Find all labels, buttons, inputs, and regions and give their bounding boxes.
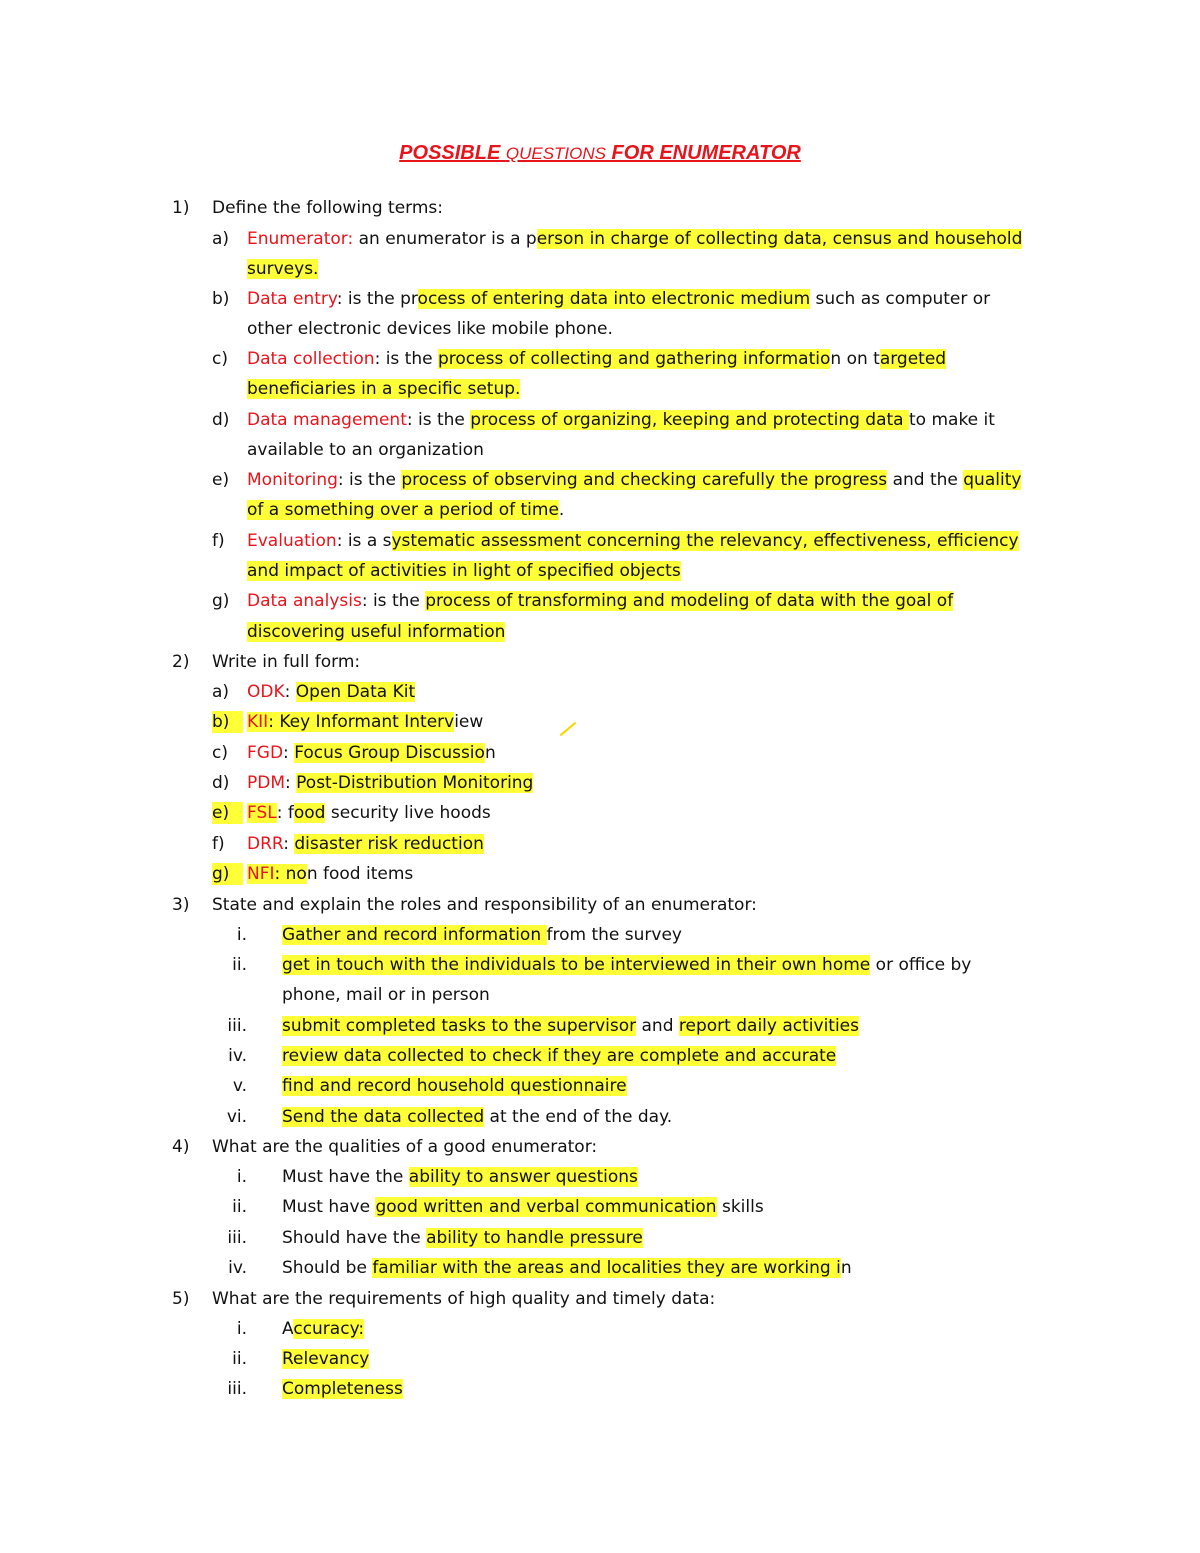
item-label: iv.	[228, 1258, 247, 1278]
answer-line: Should be familiar with the areas and localities they are working in	[282, 1258, 852, 1278]
item-label: iii.	[227, 1379, 247, 1399]
abbreviation-line: ODK: Open Data Kit	[247, 682, 416, 702]
question-text: Write in full form:	[212, 652, 361, 672]
definition-line: other electronic devices like mobile phone.	[247, 319, 613, 339]
abbreviation-line: NFI: non food items	[247, 864, 414, 884]
item-label: ii.	[232, 1197, 247, 1217]
abbreviation-line: FGD: Focus Group Discussion	[247, 743, 496, 763]
answer-line: Send the data collected at the end of the day.	[282, 1107, 673, 1127]
document-title: POSSIBLE QUESTIONS FOR ENUMERATOR	[399, 142, 801, 164]
question-number: 3)	[172, 895, 190, 915]
question-number: 2)	[172, 652, 190, 672]
answer-line: Must have good written and verbal communication skills	[282, 1197, 764, 1217]
item-label: f)	[212, 834, 225, 854]
item-label: e)	[212, 470, 230, 490]
answer-line: phone, mail or in person	[282, 985, 490, 1005]
item-label: i.	[236, 1167, 247, 1187]
item-label: iv.	[228, 1046, 247, 1066]
question-number: 4)	[172, 1137, 190, 1157]
definition-line: Enumerator: an enumerator is a person in charge of collecting data, census and household	[247, 229, 1023, 249]
item-label: g)	[212, 591, 230, 611]
question-text: State and explain the roles and responsibility of an enumerator:	[212, 895, 757, 915]
question-number: 1)	[172, 198, 190, 218]
definition-line: beneficiaries in a specific setup.	[247, 379, 521, 399]
item-label: d)	[212, 773, 230, 793]
definition-line: of a something over a period of time.	[247, 500, 565, 520]
answer-line: get in touch with the individuals to be interviewed in their own home or office by	[282, 955, 972, 975]
abbreviation-line: FSL: food security live hoods	[247, 803, 491, 823]
definition-line: Data entry: is the process of entering data into electronic medium such as computer or	[247, 289, 991, 309]
item-label: vi.	[226, 1107, 247, 1127]
item-label: ii.	[232, 1349, 247, 1369]
definition-line: surveys.	[247, 259, 319, 279]
definition-line: Data collection: is the process of collecting and gathering information on targeted	[247, 349, 947, 369]
abbreviation-line: PDM: Post-Distribution Monitoring	[247, 773, 534, 793]
abbreviation-line: KII: Key Informant Interview	[247, 712, 484, 732]
question-text: Define the following terms:	[212, 198, 443, 218]
item-label: v.	[232, 1076, 247, 1096]
item-label: i.	[236, 925, 247, 945]
definition-line: Monitoring: is the process of observing and checking carefully the progress and the quality	[247, 470, 1022, 490]
question-text: What are the qualities of a good enumerator:	[212, 1137, 598, 1157]
item-label: c)	[212, 743, 228, 763]
definition-line: Evaluation: is a systematic assessment concerning the relevancy, effectiveness, efficiency	[247, 531, 1019, 551]
question-number: 5)	[172, 1289, 190, 1309]
answer-line: find and record household questionnaire	[282, 1076, 627, 1096]
item-label: b)	[212, 711, 243, 733]
definition-line: available to an organization	[247, 440, 484, 460]
item-label: i.	[236, 1319, 247, 1339]
item-label: f)	[212, 531, 225, 551]
item-label: iii.	[227, 1016, 247, 1036]
item-label: e)	[212, 802, 243, 824]
answer-line: Should have the ability to handle pressure	[282, 1228, 643, 1248]
definition-line: Data analysis: is the process of transforming and modeling of data with the goal of	[247, 591, 954, 611]
answer-line: Must have the ability to answer questions	[282, 1167, 638, 1187]
item-label: a)	[212, 229, 230, 249]
highlight-stroke	[560, 722, 577, 736]
answer-line: Completeness	[282, 1379, 403, 1399]
question-text: What are the requirements of high quality and timely data:	[212, 1289, 716, 1309]
item-label: ii.	[232, 955, 247, 975]
answer-line: review data collected to check if they are complete and accurate	[282, 1046, 837, 1066]
answer-line: Relevancy	[282, 1349, 370, 1369]
abbreviation-line: DRR: disaster risk reduction	[247, 834, 484, 854]
item-label: b)	[212, 289, 230, 309]
item-label: a)	[212, 682, 230, 702]
item-label: g)	[212, 863, 243, 885]
definition-line: Data management: is the process of organizing, keeping and protecting data to make it	[247, 410, 995, 430]
answer-line: Gather and record information from the survey	[282, 925, 682, 945]
definition-line: and impact of activities in light of specified objects	[247, 561, 681, 581]
item-label: d)	[212, 410, 230, 430]
answer-line: Accuracy:	[282, 1319, 365, 1339]
answer-line: submit completed tasks to the supervisor and report daily activities	[282, 1016, 859, 1036]
definition-line: discovering useful information	[247, 622, 506, 642]
item-label: c)	[212, 349, 228, 369]
item-label: iii.	[227, 1228, 247, 1248]
